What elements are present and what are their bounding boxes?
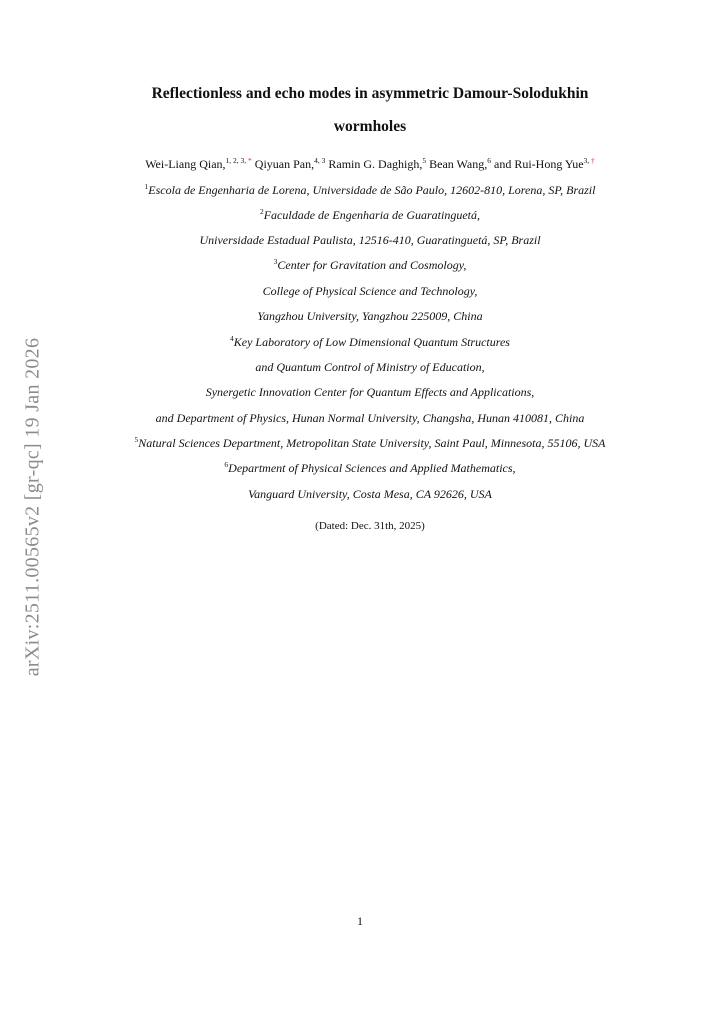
- affiliation-line: Vanguard University, Costa Mesa, CA 92626, USA: [248, 487, 492, 501]
- affiliation-line: $^5$Natural Sciences Department, Metropolitan State University, Saint Paul, Minnesota, 55106, USA: [134, 435, 606, 450]
- affiliation-number: 1: [144, 182, 149, 191]
- author-daghigh: Ramin G. Daghigh,$^5$: [325, 156, 427, 171]
- affiliation-line: $^2$Faculdade de Engenharia de Guaratinguetá,: [259, 207, 481, 222]
- affiliation-line: Universidade Estadual Paulista, 12516-410, Guaratinguetá, SP, Brazil: [199, 233, 541, 247]
- affiliation-line: Synergetic Innovation Center for Quantum Effects and Applications,: [205, 385, 535, 399]
- dated-line: (Dated: Dec. 31th, 2025): [315, 520, 425, 532]
- affiliation-number: 3: [273, 257, 278, 266]
- author-affil-sup: 4, 3: [314, 156, 326, 165]
- affiliation-line: $^4$Key Laboratory of Low Dimensional Quantum Structures: [230, 334, 510, 349]
- author-qian: Wei-Liang Qian,$^{1, 2, 3, *}$: [145, 156, 252, 171]
- page-number: 1: [357, 914, 363, 928]
- paper-title-line-2: wormholes: [333, 118, 407, 135]
- affiliation-line: Yangzhou University, Yangzhou 225009, China: [257, 309, 483, 323]
- author-list: [60, 157, 680, 172]
- affiliation-number: 2: [259, 207, 264, 216]
- affiliation-number: 4: [230, 334, 234, 343]
- author-affil-sup: 3, †: [583, 156, 595, 165]
- affiliation-number: 5: [134, 435, 139, 444]
- affiliation-line: and Quantum Control of Ministry of Education,: [255, 360, 485, 374]
- author-affil-sup: 6: [487, 156, 491, 165]
- affiliation-number: 6: [224, 460, 229, 469]
- arxiv-identifier-stamp: arXiv:2511.00565v2 [gr-qc] 19 Jan 2026: [21, 337, 44, 677]
- affiliation-line: $^1$Escola de Engenharia de Lorena, Universidade de São Paulo, 12602-810, Lorena, SP, Brazil: [144, 182, 596, 197]
- affiliation-line: $^6$Department of Physical Sciences and Applied Mathematics,: [224, 460, 516, 475]
- author-affil-sup: 5: [422, 156, 427, 165]
- author-affil-sup: 1, 2, 3, *: [225, 156, 252, 165]
- corresponding-author-mark[interactable]: *: [248, 156, 252, 165]
- affiliation-line: and Department of Physics, Hunan Normal University, Changsha, Hunan 410081, China: [155, 411, 585, 425]
- affiliation-line: College of Physical Science and Technology,: [262, 284, 478, 298]
- author-yue: and Rui-Hong Yue$^{3, \dagger}$: [491, 156, 595, 171]
- footnote-dagger-mark[interactable]: †: [591, 156, 595, 165]
- paper-title-line-1: Reflectionless and echo modes in asymmetric Damour-Solodukhin: [151, 85, 589, 102]
- author-pan: Qiyuan Pan,$^{4, 3}$: [251, 156, 326, 171]
- author-wang: Bean Wang,$^6$: [426, 156, 491, 171]
- affiliation-line: $^3$Center for Gravitation and Cosmology,: [273, 257, 467, 272]
